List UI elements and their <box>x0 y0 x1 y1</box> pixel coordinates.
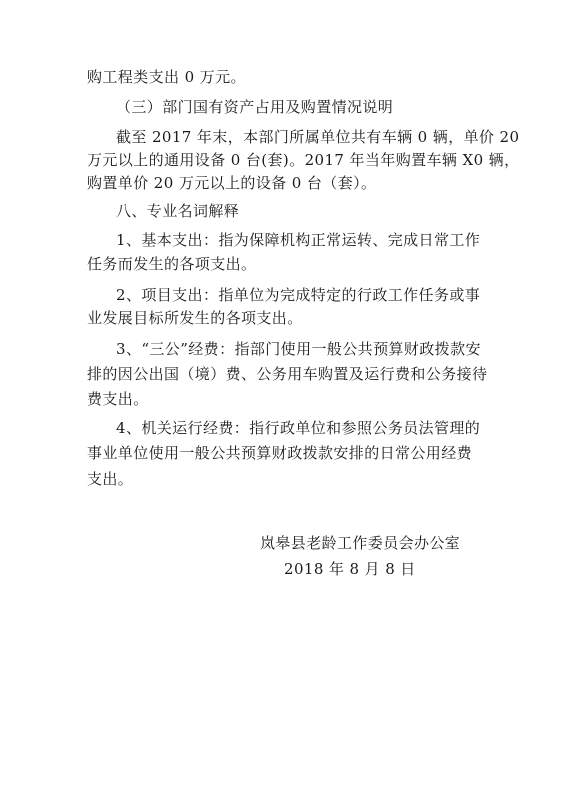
section-heading: （三）部门国有资产占用及购置情况说明 <box>116 98 394 116</box>
paragraph-line: 万元以上的通用设备 0 台(套)。2017 年当年购置车辆 X0 辆， <box>87 151 520 169</box>
paragraph-line: 截至 2017 年末，本部门所属单位共有车辆 0 辆，单价 20 <box>116 128 520 146</box>
paragraph-line: 业发展目标所发生的各项支出。 <box>87 309 303 327</box>
paragraph-line: 购工程类支出 0 万元。 <box>87 68 246 86</box>
chapter-heading: 八、专业名词解释 <box>116 202 240 220</box>
paragraph-line: 购置单价 20 万元以上的设备 0 台（套）。 <box>87 174 377 192</box>
signature-organization: 岚皋县老龄工作委员会办公室 <box>260 534 461 552</box>
paragraph-line: 2、项目支出：指单位为完成特定的行政工作任务或事 <box>116 286 481 304</box>
paragraph-line: 支出。 <box>87 470 134 488</box>
paragraph-line: 任务而发生的各项支出。 <box>87 255 257 273</box>
paragraph-line: 3、“三公”经费：指部门使用一般公共预算财政拨款安 <box>116 340 481 358</box>
paragraph-line: 排的因公出国（境）费、公务用车购置及运行费和公务接待 <box>87 365 488 383</box>
signature-date: 2018 年 8 月 8 日 <box>284 560 416 578</box>
paragraph-line: 1、基本支出：指为保障机构正常运转、完成日常工作 <box>116 231 481 249</box>
paragraph-line: 费支出。 <box>87 390 149 408</box>
paragraph-line: 事业单位使用一般公共预算财政拨款安排的日常公用经费 <box>87 444 473 462</box>
paragraph-line: 4、机关运行经费：指行政单位和参照公务员法管理的 <box>116 419 481 437</box>
